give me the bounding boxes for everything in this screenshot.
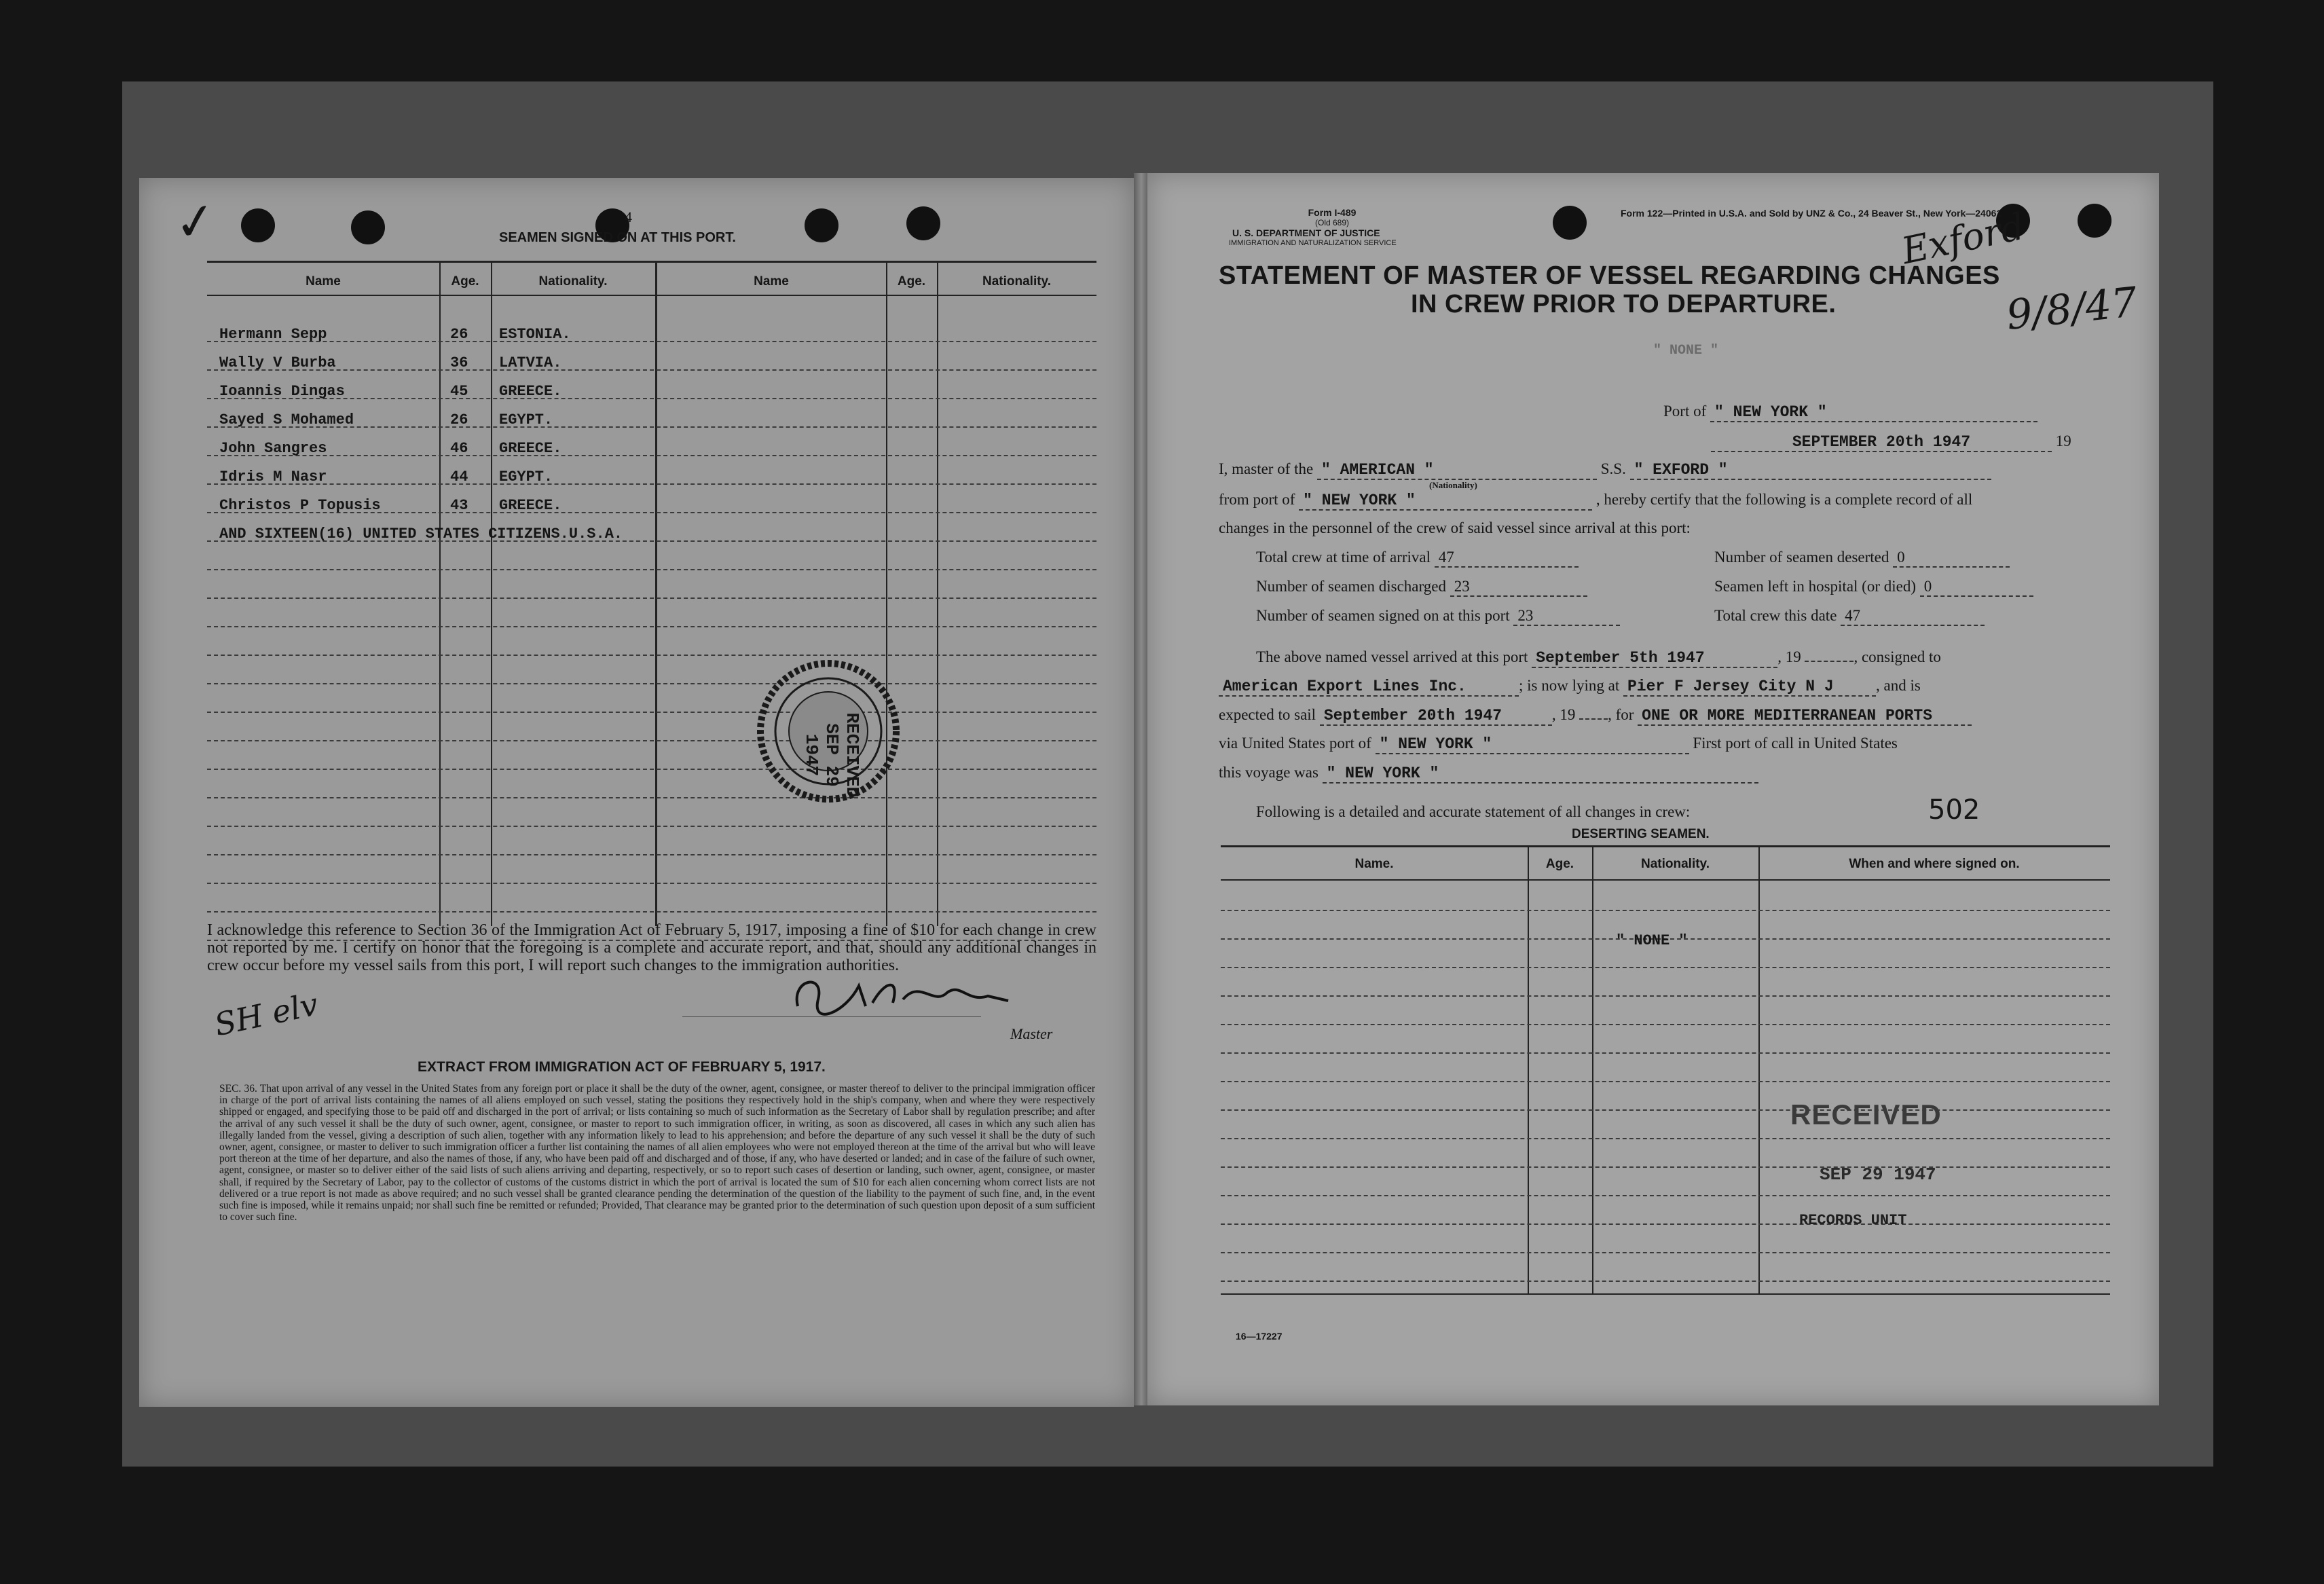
seaman-age: 43: [450, 497, 468, 514]
first-port-label: First port of call in United States: [1693, 735, 1898, 752]
punch-hole: [906, 206, 940, 240]
punch-hole: [1553, 206, 1587, 240]
acknowledgment-paragraph: I acknowledge this reference to Section 36 of the Immigration Act of February 5, 1917, imposing a fine of $10 for each change in crew not reported by me. I certify on honor that the foregoing is a complete and accurate report, and that, should any additional changes in crew occur before my vessel sails from this port, I will report such changes to the immigration authorities.: [207, 921, 1096, 974]
row-rule: [207, 797, 1096, 798]
handwritten-date: 9/8/47: [2004, 278, 2140, 339]
form-title-line2: IN CREW PRIOR TO DEPARTURE.: [1411, 290, 1837, 318]
deserting-table-bottom: [1221, 1293, 2110, 1295]
row-rule: [1221, 1195, 2110, 1196]
seaman-name: John Sangres: [219, 440, 327, 457]
seal-stamp-text: RECEIVED SEP 29 1947: [801, 712, 862, 798]
nationality-value: " AMERICAN ": [1317, 461, 1597, 480]
row-rule: [1221, 1109, 2110, 1111]
certify-text: , hereby certify that the following is a complete record of all: [1596, 491, 1973, 508]
extract-text: SEC. 36. That upon arrival of any vessel in the United States from any foreign port or place it shall be the duty of the owner, agent, consignee, or master thereof to deliver to the principal immigration officer in charge of the port of arrival lists containing the names of all aliens employed on such vessel, stating the positions they respectively hold in the ship's company, when and where they were respectively shipped or engaged, and specifying those to be paid off and discharged in the port of arrival; or lists containing so much of such information as the Secretary of Labor shall by regulation prescribe; and after the arrival of any such vessel it shall be the duty of such owner, agent, consignee, or master to report to such immigration officer, in writing, as soon as discovered, all cases in which any such alien has illegally landed from the vessel, giving a description of such alien, together with any information likely to lead to his apprehension; and before the departure of any such vessel it shall be the duty of such owner, agent, consignee, or master to deliver to such immigration officer a further list containing the names of all alien employees who were not employed thereon at the time of the arrival but who will leave port thereon at the time of her departure, and also the names of those, if any, who have been paid off and discharged and of those, if any, who have deserted or landed; and in case of the failure of such owner, agent, consignee, or master so to deliver either of the said lists of such aliens arriving and departing, respectively, or so to report such cases of desertion or landing, such owner, agent, consignee, or master shall, if required by the Secretary of Labor, pay to the collector of customs of the customs district in which the port of arrival is located the sum of $10 for each alien concerning whom correct lists are not delivered or a true report is not made as above required; and no such vessel shall be granted clearance pending the determination of the question of the liability to the payment of such fine, and, in the event such fine is imposed, while it remains unpaid; nor shall such fine be remitted or refunded; Provided, That clearance may be granted prior to the determination of such question upon deposit of a sum sufficient to cover such fine.: [219, 1083, 1095, 1223]
deserting-col-name: Name.: [1354, 857, 1394, 871]
signed-on-label: Number of seamen signed on at this port: [1256, 607, 1510, 624]
page-fold: [1134, 173, 1149, 1405]
voyage-line: [1219, 764, 1758, 784]
port-of-value: " NEW YORK ": [1710, 403, 2037, 422]
row-rule: [207, 740, 1096, 741]
hospital-label: Seamen left in hospital (or died): [1714, 578, 1917, 595]
row-rule: [207, 712, 1096, 713]
row-rule: [1221, 910, 2110, 911]
deserting-col-age: Age.: [1545, 857, 1574, 871]
sail-line: [1219, 706, 1972, 726]
deserting-col-divider: [1758, 845, 1760, 1293]
total-crew-date-line: [1714, 607, 1985, 626]
crew-arrival-label: Total crew at time of arrival: [1256, 549, 1431, 566]
column-header-name: Name: [754, 274, 789, 289]
received-stamp: RECEIVED: [1790, 1099, 1942, 1130]
row-rule: [207, 911, 1096, 913]
for-label: , for: [1608, 706, 1634, 723]
form-title-line1: STATEMENT OF MASTER OF VESSEL REGARDING CHANGES: [1219, 261, 2000, 290]
row-rule: [207, 341, 1096, 342]
handwritten-initials: SH elv: [211, 985, 322, 1044]
seaman-age: 44: [450, 468, 468, 485]
row-rule: [207, 655, 1096, 656]
changes-text: changes in the personnel of the crew of said vessel since arrival at this port:: [1219, 519, 1691, 536]
master-of-line: [1219, 460, 1991, 480]
crew-arrival-value: 47: [1435, 549, 1579, 568]
master-signature: [784, 965, 1015, 1020]
form-printer: Form 122—Printed in U.S.A. and Sold by UNZ & Co., 24 Beaver St., New York—24061: [1621, 208, 2002, 219]
sail-label: expected to sail: [1219, 706, 1316, 723]
seaman-name: Ioannis Dingas: [219, 383, 345, 400]
extract-title: EXTRACT FROM IMMIGRATION ACT OF FEBRUARY 5, 1917.: [418, 1059, 826, 1075]
seaman-name: Sayed S Mohamed: [219, 411, 354, 428]
discharged-label: Number of seamen discharged: [1256, 578, 1446, 595]
arrived-value: September 5th 1947: [1532, 649, 1777, 668]
section-title: SEAMEN SIGNED ON AT THIS PORT.: [499, 230, 736, 245]
seaman-nationality: EGYPT.: [499, 411, 553, 428]
row-rule: [207, 483, 1096, 485]
faint-stamp: " NONE ": [1653, 343, 1719, 358]
handwritten-ship-name: Exford: [1898, 204, 2029, 273]
row-rule: [1221, 1081, 2110, 1082]
following-text: Following is a detailed and accurate statement of all changes in crew:: [1256, 803, 1691, 820]
row-rule: [207, 369, 1096, 371]
seaman-age: 36: [450, 354, 468, 371]
from-port-value: " NEW YORK ": [1299, 492, 1592, 511]
received-dept: RECORDS UNIT: [1799, 1212, 1907, 1229]
seaman-name: Christos P Topusis: [219, 497, 381, 514]
row-rule: [207, 683, 1096, 684]
column-header-nationality: Nationality.: [982, 274, 1051, 289]
port-of-line: [1663, 403, 2037, 422]
master-label: Master: [1010, 1025, 1053, 1042]
left-page: [139, 178, 1134, 1407]
row-rule: [1221, 1024, 2110, 1025]
deserting-title: DESERTING SEAMEN.: [1572, 827, 1710, 841]
deserting-table-header-rule: [1221, 879, 2110, 881]
column-header-name: Name: [306, 274, 341, 289]
sail-value: September 20th 1947: [1320, 707, 1552, 726]
seaman-age: 46: [450, 440, 468, 457]
ship-name-value: " EXFORD ": [1630, 461, 1991, 480]
via-label: via United States port of: [1219, 735, 1371, 752]
form-old-number: (Old 689): [1314, 218, 1350, 227]
crew-arrival-line: [1256, 549, 1579, 568]
from-port-line: [1219, 491, 1972, 511]
seaman-nationality: ESTONIA.: [499, 326, 571, 343]
row-rule: [207, 883, 1096, 884]
deserted-label: Number of seamen deserted: [1714, 549, 1889, 566]
destination-value: ONE OR MORE MEDITERRANEAN PORTS: [1638, 707, 1972, 726]
voyage-value: " NEW YORK ": [1323, 765, 1758, 784]
voyage-label: this voyage was: [1219, 764, 1318, 781]
lying-value: Pier F Jersey City N J: [1623, 678, 1876, 697]
via-value: " NEW YORK ": [1376, 735, 1689, 754]
deserted-line: [1714, 549, 2010, 568]
arrived-year-blank: [1805, 661, 1853, 662]
row-rule: [1221, 967, 2110, 968]
from-port-label: from port of: [1219, 491, 1295, 508]
signature-line: [682, 1016, 981, 1017]
punch-hole: [2078, 204, 2111, 238]
and-is-label: , and is: [1875, 677, 1921, 694]
department: U. S. DEPARTMENT OF JUSTICE: [1232, 227, 1380, 238]
arrived-line: [1256, 648, 1941, 668]
master-of-label: I, master of the: [1219, 460, 1314, 477]
port-of-label: Port of: [1663, 403, 1707, 420]
ss-label: S.S.: [1600, 460, 1626, 477]
seaman-age: 26: [450, 411, 468, 428]
row-rule: [1221, 1138, 2110, 1139]
row-rule: [207, 769, 1096, 770]
row-rule: [207, 569, 1096, 570]
row-rule: [207, 597, 1096, 599]
row-rule: [1221, 1052, 2110, 1054]
seaman-age: 26: [450, 326, 468, 343]
row-rule: [1221, 995, 2110, 997]
discharged-value: 23: [1450, 578, 1587, 597]
row-rule: [207, 854, 1096, 855]
arrived-suffix: , 19: [1777, 648, 1801, 665]
deserting-entry: " NONE ": [1616, 932, 1688, 949]
punch-hole: [805, 208, 838, 242]
form-number: Form I-489: [1308, 207, 1357, 218]
hospital-line: [1714, 578, 2033, 597]
punch-hole: [241, 208, 275, 242]
row-rule: [1221, 1166, 2110, 1168]
page-number: 4: [625, 208, 632, 225]
seaman-nationality: GREECE.: [499, 497, 562, 514]
consigned-label: , consigned to: [1853, 648, 1941, 665]
deserting-table-top: [1221, 845, 2110, 847]
seaman-name: Hermann Sepp: [219, 326, 327, 343]
handwritten-number: 502: [1928, 794, 1980, 826]
column-header-age: Age.: [897, 274, 926, 289]
consignee-line: [1219, 677, 1921, 697]
column-header-nationality: Nationality.: [538, 274, 608, 289]
seaman-nationality: LATVIA.: [499, 354, 562, 371]
row-rule: [1221, 1281, 2110, 1282]
via-line: [1219, 735, 1898, 754]
column-header-age: Age.: [451, 274, 479, 289]
check-mark: ✓: [170, 190, 221, 254]
table-header-rule: [207, 295, 1096, 296]
consignee-value: American Export Lines Inc.: [1219, 678, 1519, 697]
date-suffix: 19: [2055, 432, 2071, 449]
deserting-col-divider: [1592, 845, 1593, 1293]
table-top-rule: [207, 261, 1096, 263]
signed-on-value: 23: [1513, 607, 1620, 626]
seaman-name: Idris M Nasr: [219, 468, 327, 485]
received-date: SEP 29 1947: [1820, 1164, 1936, 1185]
total-crew-date-value: 47: [1841, 607, 1985, 626]
signed-on-line: [1256, 607, 1620, 626]
total-crew-date-label: Total crew this date: [1714, 607, 1837, 624]
nationality-caption: (Nationality): [1429, 480, 1477, 490]
arrived-label: The above named vessel arrived at this port: [1256, 648, 1528, 665]
summary-line: AND SIXTEEN(16) UNITED STATES CITIZENS.U.S.A.: [219, 526, 623, 542]
row-rule: [1221, 1252, 2110, 1253]
seaman-nationality: EGYPT.: [499, 468, 553, 485]
seaman-nationality: GREECE.: [499, 440, 562, 457]
right-page: [1147, 173, 2159, 1405]
date-line: [1711, 432, 2071, 452]
deserting-col-signed-on: When and where signed on.: [1849, 857, 2020, 871]
row-rule: [207, 626, 1096, 627]
punch-hole: [351, 210, 385, 244]
lying-label: ; is now lying at: [1519, 677, 1620, 694]
deserted-value: 0: [1893, 549, 2010, 568]
seaman-nationality: GREECE.: [499, 383, 562, 400]
service: IMMIGRATION AND NATURALIZATION SERVICE: [1229, 239, 1397, 247]
hospital-value: 0: [1920, 578, 2033, 597]
date-value: SEPTEMBER 20th 1947: [1711, 433, 2052, 452]
deserting-col-divider: [1528, 845, 1529, 1293]
seaman-age: 45: [450, 383, 468, 400]
row-rule: [1221, 1223, 2110, 1225]
row-rule: [207, 826, 1096, 827]
deserting-col-nationality: Nationality.: [1641, 857, 1710, 871]
sail-year-blank: [1579, 718, 1608, 720]
row-rule: [207, 455, 1096, 456]
sail-suffix: , 19: [1551, 706, 1576, 723]
seaman-name: Wally V Burba: [219, 354, 336, 371]
footer-code: 16—17227: [1236, 1331, 1283, 1342]
discharged-line: [1256, 578, 1587, 597]
